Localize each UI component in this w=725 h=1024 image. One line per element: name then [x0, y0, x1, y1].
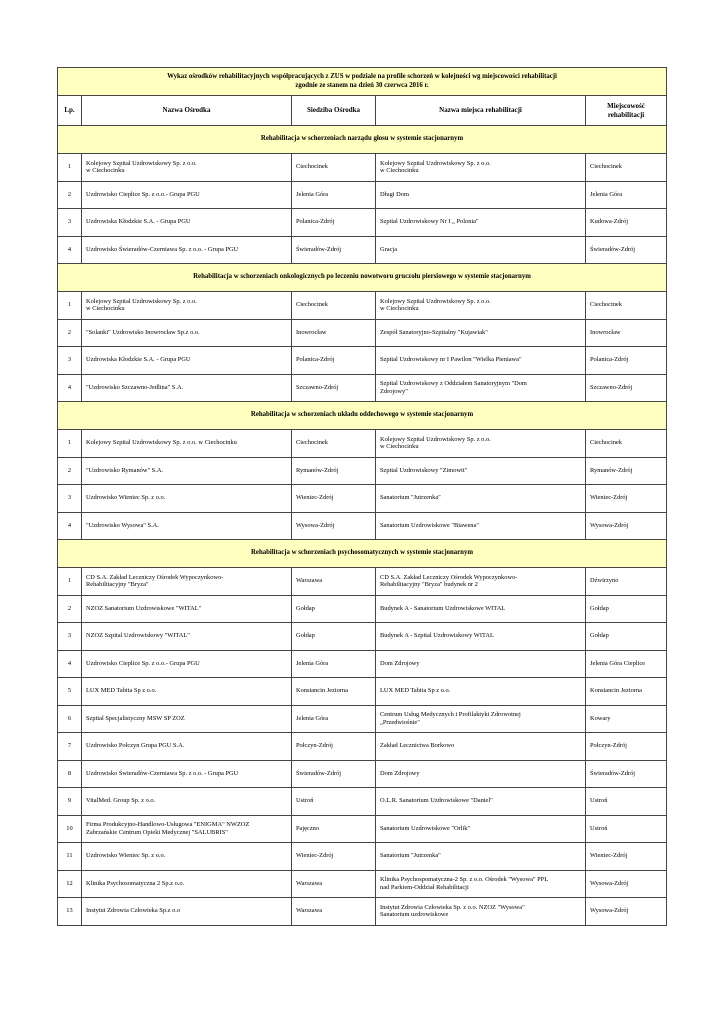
- cell-center-name: "Uzdrowisko Rymanów" S.A.: [82, 457, 292, 485]
- cell-center-name: Uzdrowisko Połczyn Grupa PGU S.A.: [82, 733, 292, 761]
- cell-center-name: CD S.A. Zakład Leczniczy Ośrodek Wypoczynkowo- Rehabilitacyjny "Bryza": [82, 568, 292, 596]
- cell-lp: 2: [58, 457, 82, 485]
- cell-center-seat: Polanica-Zdrój: [292, 209, 376, 237]
- cell-rehab-place: Klinika Psychospomatyczna-2 Sp. z o.o. Ośrodek "Wysowa" PPL nad Parkiem-Oddział Rehabilitacji: [376, 870, 586, 898]
- table-row: [58, 870, 667, 898]
- cell-center-name: "Solanki" Uzdrowisko Inowrocław Sp.z o.o.: [82, 319, 292, 347]
- cell-center-name: LUX MED Tabita Sp z o.o.: [82, 678, 292, 706]
- cell-lp: 6: [58, 705, 82, 733]
- cell-center-seat: Jelenia Góra: [292, 705, 376, 733]
- cell-center-name: Firma Produkcyjno-Handlowo-Usługowa "ENIGMA" NWZOZ Zabrzańskie Centrum Opieki Medycznej "SALUBRIS": [82, 815, 292, 843]
- cell-rehab-town: Dźwirzyno: [586, 568, 667, 596]
- table-title-row: [58, 68, 667, 96]
- table-row: [58, 374, 667, 402]
- section-title: Rehabilitacja w schorzeniach onkologicznych po leczeniu nowotworu gruczołu piersiowego w systemie stacjonarnym: [58, 264, 667, 292]
- cell-lp: 2: [58, 595, 82, 623]
- cell-center-name: NZOZ Szpital Uzdrowiskowy "WITAL": [82, 623, 292, 651]
- cell-rehab-place: Dom Zdrojowy: [376, 760, 586, 788]
- cell-rehab-town: Konstancin Jeziorna: [586, 678, 667, 706]
- cell-lp: 13: [58, 898, 82, 926]
- section-title: Rehabilitacja w schorzeniach narządu głosu w systemie stacjonarnym: [58, 126, 667, 154]
- cell-lp: 4: [58, 512, 82, 540]
- cell-center-name: Szpital Specjalistyczny MSW SP ZOZ: [82, 705, 292, 733]
- cell-center-seat: Ustroń: [292, 788, 376, 816]
- cell-lp: 2: [58, 319, 82, 347]
- cell-center-name: Uzdrowiska Kłodzkie S.A. - Grupa PGU: [82, 209, 292, 237]
- cell-rehab-town: Wieniec-Zdrój: [586, 485, 667, 513]
- cell-rehab-town: Połczyn-Zdrój: [586, 733, 667, 761]
- cell-rehab-place: Kolejowy Szpital Uzdrowiskowy Sp. z o.o. w Ciechocinku: [376, 154, 586, 182]
- cell-rehab-town: Wysowa-Zdrój: [586, 870, 667, 898]
- cell-rehab-place: Sanatorium "Jutrzenka": [376, 485, 586, 513]
- cell-lp: 4: [58, 236, 82, 264]
- cell-center-name: Kolejowy Szpital Uzdrowiskowy Sp. z o.o. w Ciechocinku: [82, 154, 292, 182]
- cell-rehab-town: Polanica-Zdrój: [586, 347, 667, 375]
- cell-center-name: Uzdrowisko Cieplice Sp. z o.o.- Grupa PGU: [82, 181, 292, 209]
- cell-rehab-town: Wieniec-Zdrój: [586, 843, 667, 871]
- cell-rehab-place: Centrum Usług Medycznych i Profilaktyki Zdrowotnej „Przedwiośnie": [376, 705, 586, 733]
- cell-center-seat: Jelenia Góra: [292, 650, 376, 678]
- cell-rehab-town: Gołdap: [586, 623, 667, 651]
- table-row: [58, 568, 667, 596]
- cell-center-name: Kolejowy Szpital Uzdrowiskowy Sp. z o.o. w Ciechocinku: [82, 292, 292, 320]
- table-row: [58, 705, 667, 733]
- cell-lp: 3: [58, 623, 82, 651]
- table-row: [58, 154, 667, 182]
- cell-rehab-place: Sanatorium Uzdrowiskowe "Biawena": [376, 512, 586, 540]
- cell-center-name: VitalMed. Group Sp. z o.o.: [82, 788, 292, 816]
- table-row: [58, 512, 667, 540]
- document-page: [57, 67, 666, 926]
- cell-rehab-town: Ciechocinek: [586, 292, 667, 320]
- table-row: [58, 760, 667, 788]
- cell-rehab-town: Wysowa-Zdrój: [586, 898, 667, 926]
- cell-rehab-town: Inowrocław: [586, 319, 667, 347]
- cell-center-seat: Gołdap: [292, 595, 376, 623]
- table-row: [58, 430, 667, 458]
- cell-rehab-place: Szpital Uzdrowiskowy z Oddziałem Sanatoryjnym "Dom Zdrojowy": [376, 374, 586, 402]
- cell-center-name: Uzdrowisko Wieniec Sp. z o.o.: [82, 843, 292, 871]
- cell-lp: 1: [58, 430, 82, 458]
- column-header-town: Miejscowość rehabilitacji: [586, 96, 667, 126]
- table-row: [58, 623, 667, 651]
- table-row: [58, 733, 667, 761]
- table-row: [58, 347, 667, 375]
- cell-center-seat: Konstancin Jeziorna: [292, 678, 376, 706]
- cell-center-name: Uzdrowisko Świeradów-Czerniawa Sp. z o.o. - Grupa PGU: [82, 236, 292, 264]
- cell-center-seat: Warszawa: [292, 568, 376, 596]
- cell-rehab-town: Świeradów-Zdrój: [586, 760, 667, 788]
- cell-center-seat: Wieniec-Zdrój: [292, 485, 376, 513]
- title-line-2: zgodnie ze stanem na dzień 30 czerwca 2016 r.: [295, 81, 429, 89]
- column-header-place-name: Nazwa miejsca rehabilitacji: [376, 96, 586, 126]
- table-row: [58, 181, 667, 209]
- cell-rehab-place: Budynek A - Sanatorium Uzdrowiskowe WITAL: [376, 595, 586, 623]
- section-header-row: [58, 126, 667, 154]
- cell-rehab-place: Długi Dom: [376, 181, 586, 209]
- cell-center-name: Uzdrowiska Kłodzkie S.A. - Grupa PGU: [82, 347, 292, 375]
- cell-lp: 11: [58, 843, 82, 871]
- cell-center-name: Kolejowy Szpital Uzdrowiskowy Sp. z o.o. w Ciechocinku: [82, 430, 292, 458]
- title-line-1: Wykaz ośrodków rehabilitacyjnych współpracujących z ZUS w podziale na profile schorzeń w kolejności wg miejscowości rehabilitacji: [167, 73, 557, 81]
- table-title: [58, 68, 667, 96]
- cell-rehab-town: Wysowa-Zdrój: [586, 512, 667, 540]
- cell-center-seat: Świeradów-Zdrój: [292, 760, 376, 788]
- column-header-name: Nazwa Ośrodka: [82, 96, 292, 126]
- cell-center-seat: Pajęczno: [292, 815, 376, 843]
- cell-rehab-town: Ciechocinek: [586, 430, 667, 458]
- cell-rehab-place: Kolejowy Szpital Uzdrowiskowy Sp. z o.o. w Ciechocinku: [376, 292, 586, 320]
- cell-center-seat: Gołdap: [292, 623, 376, 651]
- cell-center-seat: Polanica-Zdrój: [292, 347, 376, 375]
- cell-center-name: "Uzdrowisko Szczawno-Jedlina" S.A.: [82, 374, 292, 402]
- cell-rehab-town: Rymanów-Zdrój: [586, 457, 667, 485]
- cell-center-seat: Wysowa-Zdrój: [292, 512, 376, 540]
- cell-rehab-place: Zakład Lecznictwa Borkowo: [376, 733, 586, 761]
- table-row: [58, 209, 667, 237]
- cell-lp: 1: [58, 292, 82, 320]
- table-row: [58, 843, 667, 871]
- cell-rehab-place: Szpital Uzdrowiskowy nr I Pawilon "Wielka Pieniawa": [376, 347, 586, 375]
- cell-rehab-town: Ustroń: [586, 815, 667, 843]
- cell-rehab-town: Ciechocinek: [586, 154, 667, 182]
- section-title: Rehabilitacja w schorzeniach układu oddechowego w systemie stacjonarnym: [58, 402, 667, 430]
- cell-center-name: Uzdrowisko Wieniec Sp. z o.o.: [82, 485, 292, 513]
- table-row: [58, 595, 667, 623]
- cell-rehab-place: CD S.A. Zakład Leczniczy Ośrodek Wypoczynkowo- Rehabilitacyjny "Bryza" budynek nr 2: [376, 568, 586, 596]
- table-row: [58, 292, 667, 320]
- cell-rehab-place: O.L.R. Sanatorium Uzdrowiskowe "Daniel": [376, 788, 586, 816]
- cell-rehab-town: Jelenia Góra Cieplice: [586, 650, 667, 678]
- cell-center-seat: Połczyn-Zdrój: [292, 733, 376, 761]
- cell-center-name: Instytut Zdrowia Człowieka Sp.z o.o: [82, 898, 292, 926]
- cell-rehab-place: Gracja: [376, 236, 586, 264]
- cell-lp: 3: [58, 209, 82, 237]
- cell-rehab-town: Kudowa-Zdrój: [586, 209, 667, 237]
- cell-rehab-place: Sanatorium Uzdrowiskowe "Orlik": [376, 815, 586, 843]
- cell-center-seat: Świeradów-Zdrój: [292, 236, 376, 264]
- cell-lp: 7: [58, 733, 82, 761]
- cell-rehab-place: Szpital Uzdrowiskowy Nr I „ Polonia": [376, 209, 586, 237]
- table-row: [58, 678, 667, 706]
- cell-rehab-place: LUX MED Tabita Sp z o.o.: [376, 678, 586, 706]
- cell-center-seat: Warszawa: [292, 870, 376, 898]
- cell-center-seat: Ciechocinek: [292, 430, 376, 458]
- cell-lp: 1: [58, 568, 82, 596]
- table-row: [58, 485, 667, 513]
- cell-center-seat: Inowrocław: [292, 319, 376, 347]
- cell-rehab-place: Budynek A - Szpital Uzdrowiskowy WITAL: [376, 623, 586, 651]
- cell-center-seat: Szczawno-Zdrój: [292, 374, 376, 402]
- cell-center-seat: Ciechocinek: [292, 154, 376, 182]
- cell-lp: 10: [58, 815, 82, 843]
- rehabilitation-centers-table: [57, 67, 667, 926]
- cell-lp: 8: [58, 760, 82, 788]
- cell-lp: 3: [58, 347, 82, 375]
- cell-rehab-place: Kolejowy Szpital Uzdrowiskowy Sp. z o.o. w Ciechocinku: [376, 430, 586, 458]
- cell-rehab-town: Ustroń: [586, 788, 667, 816]
- cell-center-name: "Uzdrowisko Wysowa" S.A.: [82, 512, 292, 540]
- column-header-lp: Lp.: [58, 96, 82, 126]
- cell-rehab-place: Szpital Uzdrowiskowy "Zimowit": [376, 457, 586, 485]
- cell-rehab-town: Jelenia Góra: [586, 181, 667, 209]
- section-title: Rehabilitacja w schorzeniach psychosomatycznych w systemie stacjonarnym: [58, 540, 667, 568]
- column-header-seat: Siedziba Ośrodka: [292, 96, 376, 126]
- cell-center-name: NZOZ Sanatorium Uzdrowiskowe "WITAL": [82, 595, 292, 623]
- table-row: [58, 457, 667, 485]
- cell-center-seat: Jelenia Góra: [292, 181, 376, 209]
- cell-lp: 4: [58, 374, 82, 402]
- cell-lp: 1: [58, 154, 82, 182]
- cell-center-name: Uzdrowisko Świeradów-Czerniawa Sp. z o.o. - Grupa PGU: [82, 760, 292, 788]
- cell-rehab-place: Dom Zdrojowy: [376, 650, 586, 678]
- cell-rehab-place: Sanatorium "Jutrzenka": [376, 843, 586, 871]
- cell-center-name: Klinika Psychosomatyczna 2 Sp.z o.o.: [82, 870, 292, 898]
- cell-lp: 3: [58, 485, 82, 513]
- table-row: [58, 898, 667, 926]
- cell-center-seat: Warszawa: [292, 898, 376, 926]
- cell-lp: 9: [58, 788, 82, 816]
- cell-center-seat: Ciechocinek: [292, 292, 376, 320]
- column-header-row: [58, 96, 667, 126]
- section-header-row: [58, 402, 667, 430]
- cell-rehab-town: Świeradów-Zdrój: [586, 236, 667, 264]
- cell-rehab-place: Zespół Sanatoryjno-Szpitalny "Kujawiak": [376, 319, 586, 347]
- cell-lp: 12: [58, 870, 82, 898]
- cell-center-seat: Wieniec-Zdrój: [292, 843, 376, 871]
- table-row: [58, 788, 667, 816]
- cell-rehab-town: Gołdap: [586, 595, 667, 623]
- table-row: [58, 815, 667, 843]
- cell-rehab-town: Szczawno-Zdrój: [586, 374, 667, 402]
- cell-rehab-town: Kowary: [586, 705, 667, 733]
- cell-center-seat: Rymanów-Zdrój: [292, 457, 376, 485]
- section-header-row: [58, 540, 667, 568]
- cell-lp: 5: [58, 678, 82, 706]
- table-row: [58, 319, 667, 347]
- cell-lp: 4: [58, 650, 82, 678]
- table-row: [58, 236, 667, 264]
- table-row: [58, 650, 667, 678]
- section-header-row: [58, 264, 667, 292]
- cell-lp: 2: [58, 181, 82, 209]
- cell-rehab-place: Instytut Zdrowia Człowieka Sp. z o.o. NZOZ "Wysowa" Sanatorium uzdrowiskowe: [376, 898, 586, 926]
- cell-center-name: Uzdrowisko Cieplice Sp. z o.o.- Grupa PGU: [82, 650, 292, 678]
